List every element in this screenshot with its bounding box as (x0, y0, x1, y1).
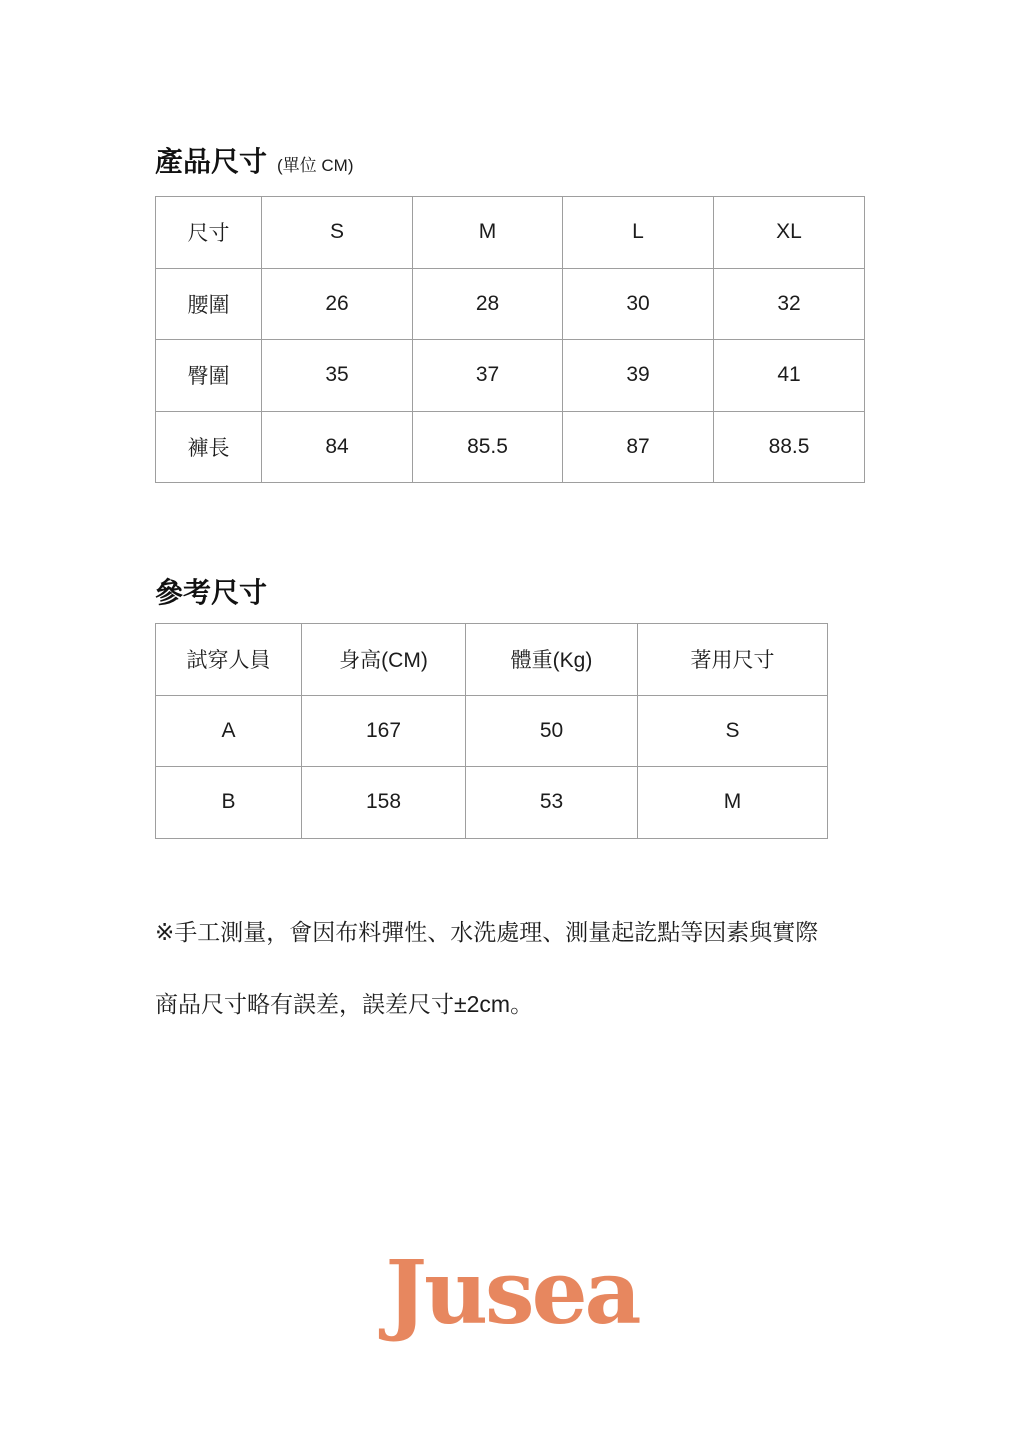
measurement-note-line-2: 商品尺寸略有誤差，誤差尺寸±2cm。 (155, 991, 534, 1017)
fitter-a-height: 167 (302, 695, 466, 767)
header-cell-worn-size: 著用尺寸 (638, 624, 828, 696)
pants-length-m: 85.5 (413, 411, 563, 483)
product-size-title-row (155, 140, 354, 180)
row-label-hip: 臀圍 (156, 340, 262, 412)
measurement-note-line-1: ※手工測量，會因布料彈性、水洗處理、測量起訖點等因素與實際 (155, 919, 819, 945)
pants-length-l: 87 (563, 411, 714, 483)
waist-m: 28 (413, 268, 563, 340)
header-cell-height: 身高(CM) (302, 624, 466, 696)
header-cell-xl: XL (714, 197, 865, 269)
hip-s: 35 (262, 340, 413, 412)
fitter-b-label: B (156, 767, 302, 839)
table-row-fitter-a (156, 695, 828, 767)
reference-size-title-row (155, 571, 267, 611)
header-cell-weight: 體重(Kg) (466, 624, 638, 696)
fitter-a-weight: 50 (466, 695, 638, 767)
hip-m: 37 (413, 340, 563, 412)
product-size-title: 產品尺寸 (155, 146, 268, 177)
fitter-a-label: A (156, 695, 302, 767)
reference-size-table (155, 623, 828, 839)
product-size-table (155, 196, 865, 483)
product-size-unit-note: (單位 CM) (277, 156, 354, 175)
table-row-hip (156, 340, 865, 412)
table-header-row (156, 624, 828, 696)
hip-xl: 41 (714, 340, 865, 412)
table-row-fitter-b (156, 767, 828, 839)
header-cell-size: 尺寸 (156, 197, 262, 269)
row-label-pants-length: 褲長 (156, 411, 262, 483)
table-header-row (156, 197, 865, 269)
waist-xl: 32 (714, 268, 865, 340)
reference-size-title: 參考尺寸 (155, 577, 268, 608)
waist-l: 30 (563, 268, 714, 340)
header-cell-fitter: 試穿人員 (156, 624, 302, 696)
row-label-waist: 腰圍 (156, 268, 262, 340)
table-row-waist (156, 268, 865, 340)
header-cell-l: L (563, 197, 714, 269)
pants-length-s: 84 (262, 411, 413, 483)
fitter-a-size: S (638, 695, 828, 767)
header-cell-s: S (262, 197, 413, 269)
waist-s: 26 (262, 268, 413, 340)
table-row-pants-length (156, 411, 865, 483)
brand-logo: Jusea (385, 1240, 639, 1344)
pants-length-xl: 88.5 (714, 411, 865, 483)
fitter-b-size: M (638, 767, 828, 839)
brand-logo-wrap (0, 1240, 1024, 1344)
fitter-b-height: 158 (302, 767, 466, 839)
header-cell-m: M (413, 197, 563, 269)
measurement-note (155, 917, 895, 1019)
hip-l: 39 (563, 340, 714, 412)
fitter-b-weight: 53 (466, 767, 638, 839)
